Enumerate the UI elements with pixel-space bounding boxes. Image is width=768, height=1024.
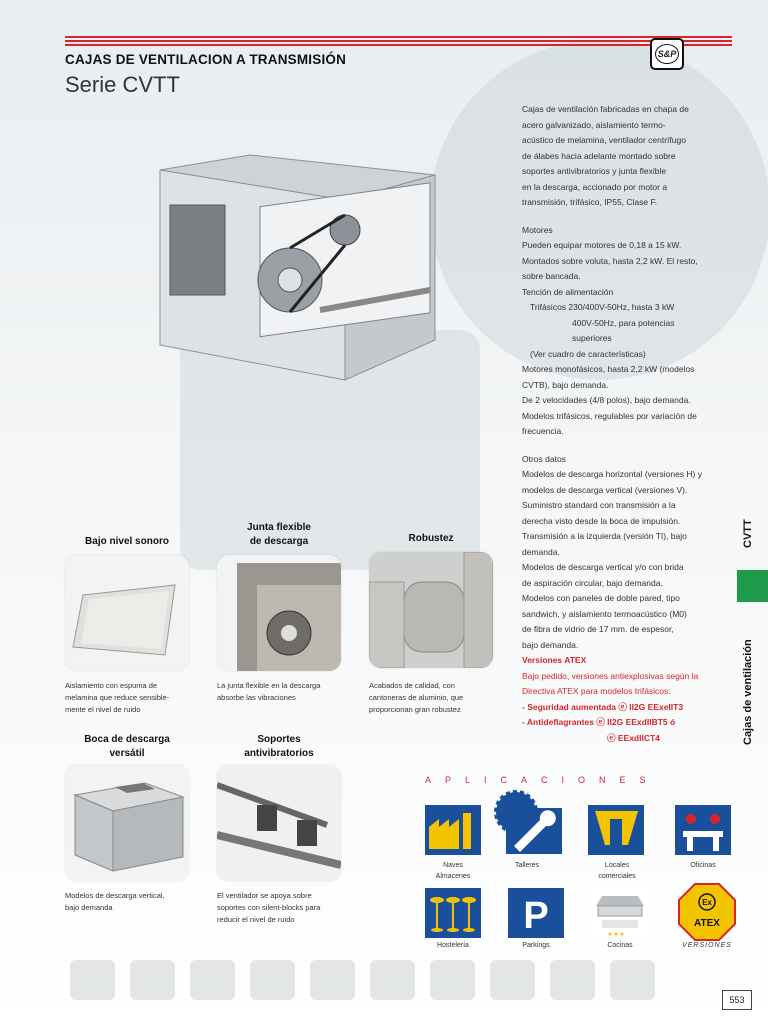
caption-line: Modelos de descarga vertical, (65, 891, 165, 900)
page-number: 553 (722, 990, 752, 1010)
caption-line: Acabados de calidad, con (369, 681, 455, 690)
description-line: sobre bancada. (522, 271, 581, 281)
voltage-line: Trifásicos 230/400V-50Hz, hasta 3 kW (530, 302, 675, 312)
application-label: Locales comerciales (598, 862, 636, 880)
caption-line: La junta flexible en la descarga (217, 681, 321, 690)
feature-title: Bajo nivel sonoro (85, 536, 169, 547)
description-line: soportes antivibratorios y junta flexible (522, 166, 667, 176)
caption-line: mente el nivel de ruido (65, 705, 141, 714)
feature-title: Boca de descarga versátil (84, 734, 170, 759)
description-line: demanda. (522, 546, 560, 557)
description-line: bajo demanda. (522, 639, 579, 650)
application-label: Talleres (514, 862, 540, 869)
description-line: Montados sobre voluta, hasta 2,2 kW. El resto, (522, 255, 698, 266)
feature-caption (65, 680, 195, 716)
feature-caption (65, 890, 195, 914)
section-title: CAJAS DE VENTILACION A TRANSMISIÓN (65, 52, 347, 67)
caption-line: Aislamiento con espuma de (65, 681, 158, 690)
bar-stools-icon (425, 888, 481, 938)
atex-icon (677, 882, 737, 942)
side-tab-category: Cajas de ventilación (742, 639, 754, 745)
brand-logo-text: S&P (655, 44, 679, 64)
atex-line: Directiva ATEX para modelos trifásicos: (522, 686, 671, 696)
description-line: de fibra de vidrio de 17 mm. de espesor, (522, 624, 674, 634)
feature-caption (369, 680, 499, 716)
description-line: de aspiración circular, bajo demanda. (522, 577, 663, 588)
caption-line: bajo demanda (65, 903, 113, 912)
description-line: Modelos trifásicos, regulables por variación de (522, 410, 697, 421)
description-line: transmisión, trifásico, IP55, Clase F. (522, 197, 658, 207)
header-rule (65, 40, 732, 42)
atex-line: - Antideflagrantes ⓔ II2G EExdIIBT5 ó (522, 717, 676, 727)
caption-line: soportes con silent-blocks para (217, 903, 321, 912)
description-line: acero galvanizado, aislamiento termo- (522, 119, 666, 130)
factory-icon (425, 805, 481, 855)
footer-product-strip (60, 950, 700, 1005)
shop-icon (588, 805, 644, 855)
office-icon (675, 805, 731, 855)
motores-heading: Motores (522, 224, 553, 235)
svg-text:P: P (523, 895, 549, 937)
feature-title: Junta flexible de descarga (247, 522, 311, 547)
description-line: frecuencia. (522, 426, 564, 436)
feature-caption (217, 890, 357, 926)
caption-line: melamina que reduce sensible- (65, 693, 170, 702)
atex-icon-text: ATEX (694, 918, 720, 929)
feature-image-insulation (65, 555, 189, 671)
feature-caption (217, 680, 347, 704)
parking-icon (508, 888, 564, 938)
description-line: en la descarga, accionado por motor a (522, 181, 668, 192)
caption-line: El ventilador se apoya sobre (217, 891, 312, 900)
caption-line: absorbe las vibraciones (217, 693, 296, 702)
voltage-line: (Ver cuadro de características) (530, 348, 646, 359)
feature-image-antivibration (217, 765, 341, 881)
application-label: Naves Almacenes (435, 862, 471, 880)
application-label: VERSIONES (682, 942, 732, 949)
description-line: Pueden equipar motores de 0,18 a 15 kW. (522, 240, 682, 250)
feature-title: Soportes antivibratorios (244, 734, 314, 759)
caption-line: reducir el nivel de ruido (217, 915, 295, 924)
otros-heading: Otros datos (522, 453, 566, 464)
description-line: derecha visto desde la boca de impulsión. (522, 515, 681, 526)
feature-image-flexible-joint (217, 555, 341, 671)
application-label: Hostelería (437, 942, 469, 949)
kitchen-hood-icon (592, 888, 648, 938)
description-line: Modelos de descarga horizontal (versiones H) y (522, 469, 703, 479)
series-title: Serie CVTT (65, 72, 180, 97)
description-line: Tención de alimentación (522, 286, 614, 297)
feature-title: Robustez (408, 533, 454, 544)
description-line: Modelos con paneles de doble pared, tipo (522, 593, 680, 603)
application-label: Oficinas (690, 862, 716, 869)
application-label: Cocinas (607, 942, 633, 949)
caption-line: proporcionan gran robustez (369, 705, 461, 714)
description-line: De 2 velocidades (4/8 polos), bajo demanda. (522, 395, 691, 405)
brand-logo (650, 38, 684, 70)
feature-image-corner (369, 552, 493, 668)
description-line: de álabes hacia adelante montado sobre (522, 150, 676, 161)
header-rule (65, 44, 732, 46)
description-line: sandwich, y aislamiento termoacústico (M0) (522, 608, 687, 619)
side-tab-series: CVTT (742, 519, 754, 548)
wrench-gear-icon (492, 790, 562, 855)
description-line: Cajas de ventilación fabricadas en chapa de (522, 104, 689, 114)
voltage-line: superiores (572, 333, 612, 343)
description-line: modelos de descarga vertical (versiones V). (522, 484, 688, 495)
description-line: Motores monofásicos, hasta 2,2 kW (modelos (522, 364, 695, 374)
application-label: Parkings (522, 942, 550, 949)
product-description (522, 102, 732, 746)
atex-line: Bajo pedido, versiones antiexplosivas según la (522, 670, 699, 681)
caption-line: cantoneras de aluminio, que (369, 693, 464, 702)
atex-line: - Seguridad aumentada ⓔ II2G EExeIIT3 (522, 701, 684, 712)
description-line: Modelos de descarga vertical y/o con brida (522, 562, 684, 572)
product-image (130, 150, 440, 385)
feature-image-vertical-discharge (65, 765, 189, 881)
atex-heading: Versiones ATEX (522, 655, 587, 665)
description-line: acústico de melamina, ventilador centrífugo (522, 135, 686, 145)
applications-title: APLICACIONES (425, 775, 660, 785)
description-line: Transmisión a la izquierda (versión TI), bajo (522, 531, 687, 541)
voltage-line: 400V-50Hz, para potencias (572, 317, 675, 328)
description-line: Suministro standard con transmisión a la (522, 500, 676, 510)
svg-text:Ex: Ex (702, 898, 712, 907)
atex-line: ⓔ EExdIICT4 (607, 732, 660, 743)
description-line: CVTB), bajo demanda. (522, 379, 609, 390)
side-accent-block (737, 570, 768, 602)
header-rule (65, 36, 732, 38)
